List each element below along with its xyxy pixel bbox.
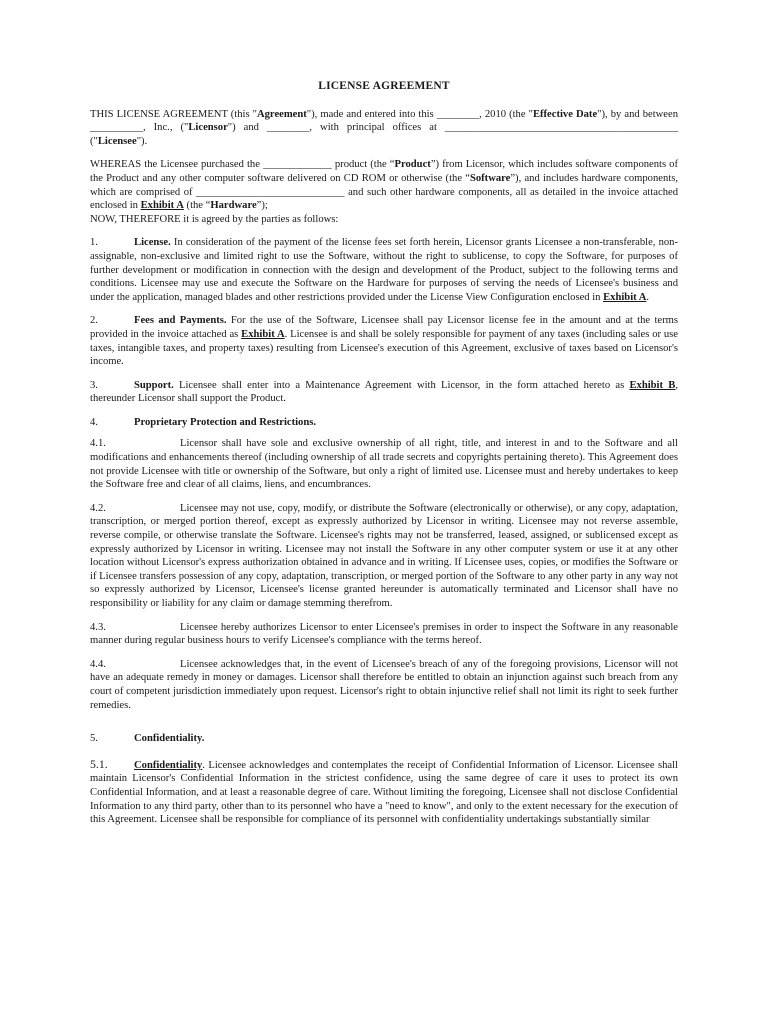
subsection-text: Licensor shall have sole and exclusive ownership of all right, title, and interest in and to the Software and all modifications and enhancements thereof (including ownership of all trade secrets and copyrights pertaining thereto). This Agreement does not provide Licensee with title or ownership of the Software, but only a right of limited use. Licensee must and hereby undertakes to keep the Software free and clear of all claims, liens, and encumbrances. [90, 438, 678, 491]
exhibit-a-ref: Exhibit A [603, 291, 647, 303]
term-software: Software [469, 172, 511, 184]
subsection-number: 4.3. [90, 621, 106, 633]
section-text: . Licensee is and shall be solely responsible for payment of any taxes (including sales or use taxes, intangible taxes, and property taxes) resulting from Licensee's execution of this Agreement, exclusive of taxes based on Licensor's income. [90, 328, 678, 368]
section-heading: License. [134, 237, 171, 249]
section-2 [90, 314, 678, 368]
exhibit-a-ref: Exhibit A [140, 200, 184, 212]
subsection-number: 4.4. [90, 658, 106, 670]
section-text: . [646, 291, 650, 303]
whereas-paragraph [90, 158, 678, 212]
section-number: 3. [90, 379, 98, 391]
intro-text: THIS LICENSE AGREEMENT (this " [90, 108, 257, 120]
document-title: LICENSE AGREEMENT [318, 80, 450, 92]
intro-text: "). [136, 135, 148, 147]
intro-text: ") and ________, with principal offices at ____________________________________________ (" [90, 122, 678, 147]
section-number: 4. [90, 416, 98, 428]
whereas-text: ”); [256, 200, 268, 212]
whereas-text: WHEREAS the Licensee purchased the _____________ product (the “ [90, 159, 395, 171]
section-number: 2. [90, 315, 98, 327]
section-heading: Support. [134, 379, 174, 391]
subsection-heading: Confidentiality [134, 759, 203, 771]
section-3 [90, 379, 678, 406]
term-effective-date: Effective Date [532, 108, 598, 120]
whereas-text: (the “ [183, 200, 211, 212]
subsection-text: Licensee may not use, copy, modify, or distribute the Software (electronically or otherwise), or any copy, adaptation, transcription, or merged portion thereof, except as expressly authorized by Licensor in writing. Licensee may not reverse assemble, reverse compile, or otherwise translate the Software. Licensee's rights may not be transferred, leased, assigned, or sublicensed except as expressly authorized by Licensor in writing. Licensee may not install the Software in any other computer system or use it at any other location without Licensor's express authorization obtained in advance and in writing. If Licensee uses, copies, or modifies the Software or if Licensee transfers possession of any copy, adaptation, transcription, or merged portion of the Software to any other party in any way not so expressly authorized by Licensor, Licensee's license granted hereunder is automatically terminated and Licensor shall have no responsibility or liability for any claim or damage stemming therefrom. [90, 502, 678, 609]
subsection-number: 4.2. [90, 502, 106, 514]
section-4-2 [90, 502, 678, 611]
intro-paragraph [90, 108, 678, 149]
section-number: 1. [90, 237, 98, 249]
term-licensee: Licensee [97, 135, 137, 147]
exhibit-a-ref: Exhibit A [241, 328, 285, 340]
section-4-heading [90, 416, 678, 430]
section-text: Licensee shall enter into a Maintenance Agreement with Licensor, in the form attached hereto as [173, 379, 630, 391]
subsection-text: Licensee acknowledges that, in the event of Licensee's breach of any of the foregoing provisions, Licensor will not have an adequate remedy in money or damages. Licensor shall therefore be entitled to obtain an injunction against such breach from any court of competent jurisdiction immediately upon request. Licensor's right to obtain injunctive relief shall not limit its right to seek further remedies. [90, 658, 678, 711]
section-number: 5. [90, 733, 98, 745]
subsection-text: . Licensee acknowledges and contemplates the receipt of Confidential Information of Licensor. Licensee shall maintain Licensor's Confidential Information in the strictest confidence, using the same degree of care it uses to protect its own Confidential Information, and at least a reasonable degree of care. Without limiting the foregoing, Licensee shall not disclose Confidential Information to any third party, other than to its personnel who have a "need to know", and only to the extent necessary for the execution of this Agreement. Licensee shall be responsible for compliance of its personnel with confidentiality undertakings substantially similar [90, 759, 678, 826]
now-therefore: NOW, THEREFORE it is agreed by the parties as follows: [90, 213, 339, 225]
section-text: For the use of the Software, Licensee shall pay Licensor license fee in the amount and at the terms provided in the invoice attached as [90, 315, 678, 340]
section-heading: Confidentiality. [134, 733, 205, 745]
subsection-text: Licensee hereby authorizes Licensor to enter Licensee's premises in order to inspect the Software in any reasonable manner during regular business hours to verify Licensee's compliance with the terms hereof. [90, 621, 678, 647]
section-1 [90, 236, 678, 304]
intro-text: "), made and entered into this ________, 2010 (the " [306, 108, 533, 120]
whereas-text: ”), and includes hardware components, which are comprised of ____________________________ and such other hardware components, all as detailed in the invoice attached enclosed in [90, 172, 678, 212]
term-hardware: Hardware [210, 200, 257, 212]
term-agreement: Agreement [256, 108, 307, 120]
term-product: Product [394, 159, 431, 171]
subsection-number: 5.1. [90, 756, 108, 771]
term-licensor: Licensor [188, 122, 228, 134]
section-4-3 [90, 621, 678, 648]
intro-text: "), by and between __________, Inc., (" [90, 108, 678, 134]
whereas-text: ”) from Licensor, which includes software components of the Product and any other computer software delivered on CD ROM or otherwise (the “ [90, 159, 678, 184]
section-5-heading [90, 732, 678, 746]
section-text: , thereunder Licensor shall support the Product. [90, 379, 678, 405]
section-text: In consideration of the payment of the license fees set forth herein, Licensor grants Licensee a non-transferable, non-assignable, non-exclusive and limited right to use the Software, without the right to sublicense, to copy the Software, for purposes of further development or modification in connection with the design and development of the Product, subject to the following terms and conditions. Licensee may use and execute the Software on the Hardware for purposes of serving the needs of Licensee's business and under the application, managed blades and other restrictions provided under the License View Configuration enclosed in [90, 237, 678, 303]
section-5-1 [90, 758, 678, 827]
exhibit-b-ref: Exhibit B [629, 379, 676, 391]
section-4-1 [90, 437, 678, 491]
subsection-number: 4.1. [90, 438, 106, 450]
section-4-4 [90, 658, 678, 712]
section-heading: Fees and Payments. [134, 315, 227, 327]
section-heading: Proprietary Protection and Restrictions. [134, 416, 317, 428]
